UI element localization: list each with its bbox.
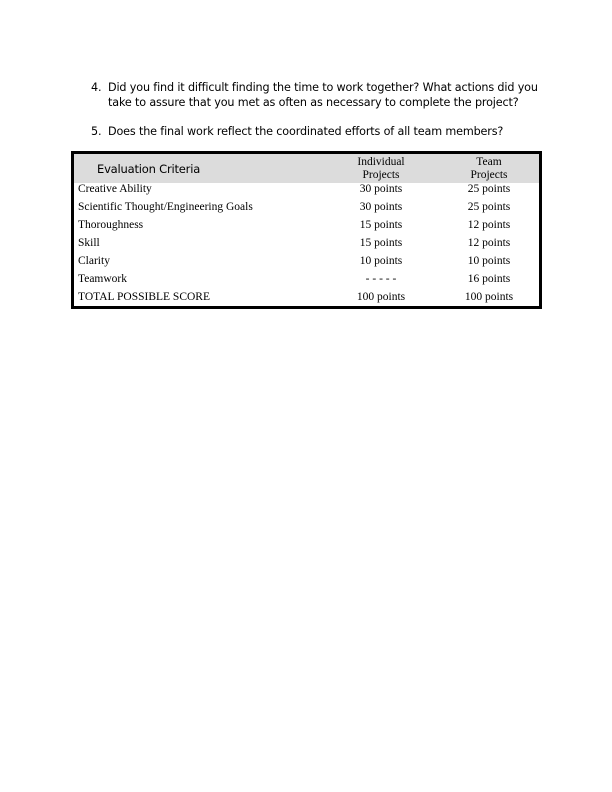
- table-row: [74, 253, 539, 271]
- team-points-cell: 16 points: [467, 273, 511, 285]
- header-individual-line1: Individual: [357, 156, 405, 168]
- criteria-cell: Thoroughness: [78, 219, 144, 231]
- criteria-cell: Clarity: [78, 255, 110, 267]
- team-points-cell: 100 points: [464, 291, 514, 303]
- header-individual-projects: [336, 156, 426, 182]
- criteria-cell: TOTAL POSSIBLE SCORE: [78, 291, 210, 303]
- individual-points-cell: - - - - -: [365, 273, 397, 285]
- table-body: [74, 181, 539, 307]
- table-row: [74, 271, 539, 289]
- header-individual-line2: Projects: [362, 169, 400, 181]
- reflection-questions: [91, 80, 551, 139]
- table-header: [74, 154, 539, 183]
- question-item: [91, 80, 551, 110]
- team-points-cell: 12 points: [467, 237, 511, 249]
- individual-points-cell: 30 points: [359, 201, 403, 213]
- individual-points-cell: 10 points: [359, 255, 403, 267]
- header-team-line1: Team: [476, 156, 502, 168]
- question-item: [91, 124, 551, 139]
- team-points-cell: 10 points: [467, 255, 511, 267]
- table-row: [74, 199, 539, 217]
- criteria-cell: Scientific Thought/Engineering Goals: [78, 201, 253, 213]
- question-number: 5.: [91, 125, 102, 138]
- individual-points-cell: 100 points: [356, 291, 406, 303]
- team-points-cell: 25 points: [467, 201, 511, 213]
- header-team-line2: Projects: [470, 169, 508, 181]
- criteria-cell: Creative Ability: [78, 183, 152, 195]
- table-row: [74, 235, 539, 253]
- question-text: Did you find it difficult finding the time to work together? What actions did you take to assure that you met as often as necessary to complete the project?: [108, 81, 538, 109]
- header-evaluation-criteria: Evaluation Criteria: [97, 162, 201, 176]
- question-number: 4.: [91, 81, 102, 94]
- individual-points-cell: 15 points: [359, 237, 403, 249]
- individual-points-cell: 30 points: [359, 183, 403, 195]
- team-points-cell: 25 points: [467, 183, 511, 195]
- header-team-projects: [444, 156, 534, 182]
- question-text: Does the final work reflect the coordinated efforts of all team members?: [108, 125, 504, 138]
- evaluation-criteria-table: [71, 151, 542, 309]
- criteria-cell: Teamwork: [78, 273, 128, 285]
- individual-points-cell: 15 points: [359, 219, 403, 231]
- table-row-total: [74, 289, 539, 307]
- team-points-cell: 12 points: [467, 219, 511, 231]
- criteria-cell: Skill: [78, 237, 100, 249]
- table-row: [74, 181, 539, 199]
- table-row: [74, 217, 539, 235]
